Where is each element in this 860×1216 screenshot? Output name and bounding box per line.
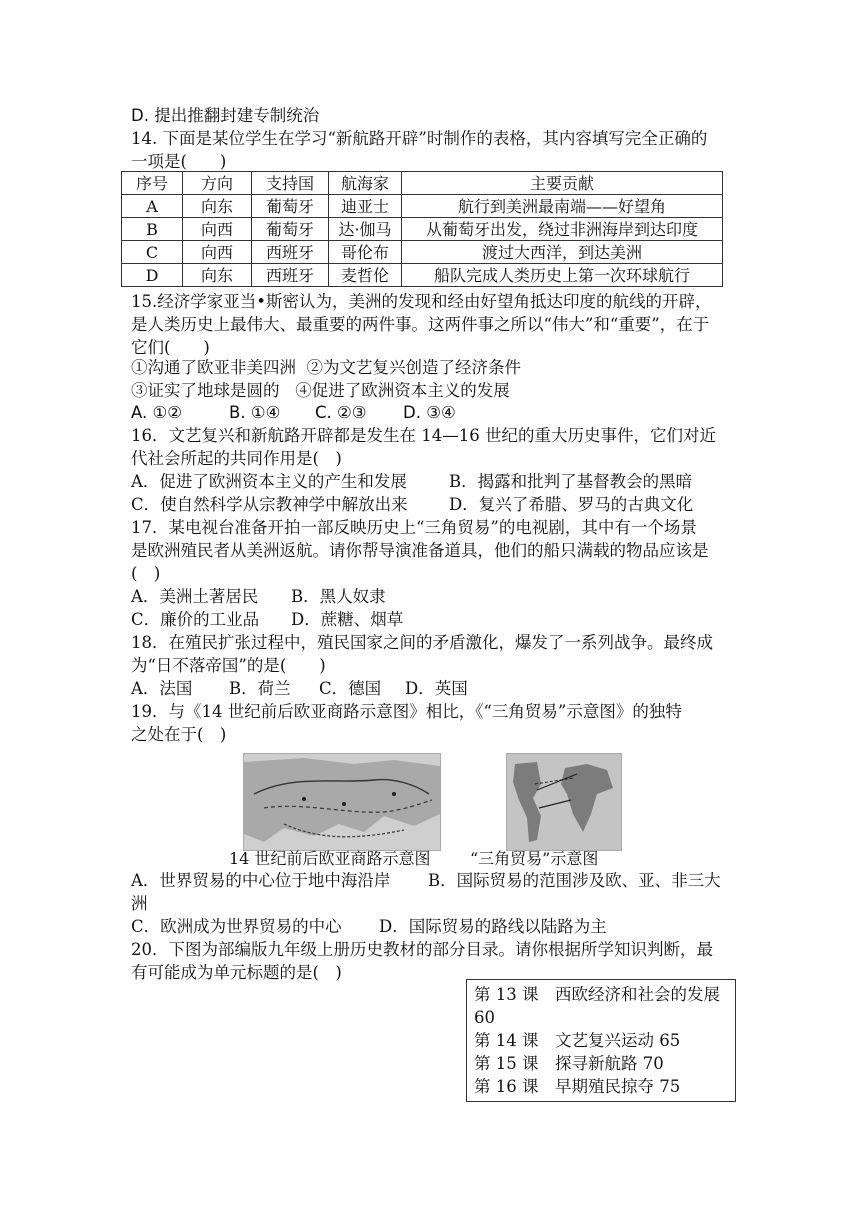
q15-item-3: ③证实了地球是圆的 [131, 381, 280, 400]
q14-stem-line2: 一项是( ) [131, 152, 227, 171]
q17-stem-line1: 17．某电视台准备开拍一部反映历史上“三角贸易”的电视剧，其中有一个场景 [131, 518, 697, 537]
q16-option-d: D．复兴了希腊、罗马的古典文化 [449, 495, 694, 514]
table-cell: D [122, 264, 183, 287]
table-cell: 向西 [183, 218, 252, 241]
table-cell: 麦哲伦 [329, 264, 402, 287]
q16-option-c: C．使自然科学从宗教神学中解放出来 [131, 495, 408, 514]
header-cell: 序号 [122, 172, 183, 195]
toc-entry: 第 16 课 早期殖民掠夺 75 [474, 1077, 681, 1096]
table-cell: 船队完成人类历史上第一次环球航行 [402, 264, 723, 287]
table-cell: 向东 [183, 264, 252, 287]
eurasia-trade-route-map [243, 753, 441, 851]
q15-option-b: B. ①④ [229, 403, 281, 422]
q15-items-line1 [131, 356, 741, 379]
q19-options-row1 [131, 869, 741, 892]
q17-options-row2 [131, 608, 741, 631]
q15-option-d: D. ③④ [403, 403, 456, 422]
q16-stem-line1: 16．文艺复兴和新航路开辟都是发生在 14—16 世纪的重大历史事件，它们对近 [131, 426, 716, 445]
q14-stem-line1: 14. 下面是某位学生在学习“新航路开辟”时制作的表格，其内容填写完全正确的 [131, 129, 708, 148]
q19-option-a: A．世界贸易的中心位于地中海沿岸 [131, 871, 391, 890]
q16-option-a: A．促进了欧洲资本主义的产生和发展 [131, 472, 407, 491]
table-cell: 哥伦布 [329, 241, 402, 264]
q17-option-c: C．廉价的工业品 [131, 610, 260, 629]
q17-stem-line3: ( ) [131, 564, 161, 583]
q18-option-a: A．法国 [131, 679, 193, 698]
q13-option-d: D. 提出推翻封建专制统治 [131, 106, 320, 125]
table-cell: C [122, 241, 183, 264]
q17-options-row1 [131, 585, 741, 608]
q16-option-b: B．揭露和批判了基督教会的黑暗 [449, 472, 693, 491]
table-row [122, 264, 723, 287]
q18-option-d: D．英国 [405, 679, 468, 698]
q18-option-b: B．荷兰 [229, 679, 291, 698]
q15-items-line2 [131, 379, 741, 402]
q15-stem-line3: 它们( ) [131, 338, 210, 357]
toc-entry: 60 [474, 1008, 495, 1027]
q15-stem-line1: 15.经济学家亚当•斯密认为，美洲的发现和经由好望角抵达印度的航线的开辟， [131, 292, 712, 311]
header-cell: 方向 [183, 172, 252, 195]
table-row [122, 241, 723, 264]
table-cell: 从葡萄牙出发，绕过非洲海岸到达印度 [402, 218, 723, 241]
q18-options [131, 677, 741, 700]
q17-stem-line2: 是欧洲殖民者从美洲返航。请你帮导演准备道具，他们的船只满载的物品应该是 [131, 541, 709, 560]
table-row [122, 218, 723, 241]
q16-stem-line2: 代社会所起的共同作用是( ) [131, 449, 342, 468]
toc-entry: 第 14 课 文艺复兴运动 65 [474, 1031, 681, 1050]
table-row [122, 195, 723, 218]
q19-option-b: B．国际贸易的范围涉及欧、亚、非三大 [428, 871, 721, 890]
q19-stem-line1: 19．与《14 世纪前后欧亚商路示意图》相比，《“三角贸易”示意图》的独特 [131, 702, 682, 721]
table-cell: 向东 [183, 195, 252, 218]
q15-item-2: ②为文艺复兴创造了经济条件 [306, 358, 521, 377]
q20-stem-line1: 20．下图为部编版九年级上册历史教材的部分目录。请你根据所学知识判断，最 [131, 940, 713, 959]
textbook-contents-box [466, 979, 736, 1102]
q15-item-4: ④促进了欧洲资本主义的发展 [295, 381, 510, 400]
q14-table [121, 171, 723, 287]
q19-option-b-cont: 洲 [131, 894, 148, 913]
q19-option-d: D．国际贸易的路线以陆路为主 [379, 917, 607, 936]
q18-stem-line1: 18．在殖民扩张过程中，殖民国家之间的矛盾激化，爆发了一系列战争。最终成 [131, 633, 713, 652]
table-cell: 航行到美洲最南端——好望角 [402, 195, 723, 218]
toc-entry: 第 13 课 西欧经济和社会的发展 [474, 985, 720, 1004]
table-header-row [122, 172, 723, 195]
q18-option-c: C．德国 [319, 679, 382, 698]
q17-option-d: D．蔗糖、烟草 [291, 610, 404, 629]
triangular-trade-map [506, 753, 622, 851]
table-cell: 迪亚士 [329, 195, 402, 218]
q15-option-a: A. ①② [131, 403, 183, 422]
table-cell: 西班牙 [252, 241, 329, 264]
q19-option-c: C．欧洲成为世界贸易的中心 [131, 917, 342, 936]
table-cell: 达·伽马 [329, 218, 402, 241]
table-cell: 葡萄牙 [252, 195, 329, 218]
header-cell: 航海家 [329, 172, 402, 195]
q17-option-b: B．黑人奴隶 [291, 587, 386, 606]
table-cell: 渡过大西洋，到达美洲 [402, 241, 723, 264]
q15-options [131, 401, 741, 424]
table-cell: B [122, 218, 183, 241]
map1-caption: 14 世纪前后欧亚商路示意图 [229, 849, 431, 868]
table-cell: A [122, 195, 183, 218]
q20-stem-line2: 有可能成为单元标题的是( ) [131, 963, 342, 982]
q19-options-row2 [131, 915, 741, 938]
table-cell: 向西 [183, 241, 252, 264]
table-cell: 葡萄牙 [252, 218, 329, 241]
q19-stem-line2: 之处在于( ) [131, 725, 227, 744]
q15-item-1: ①沟通了欧亚非美四洲 [131, 358, 296, 377]
map2-caption: “三角贸易”示意图 [470, 849, 599, 868]
q18-stem-line2: 为“日不落帝国”的是( ) [131, 656, 326, 675]
q17-option-a: A．美洲土著居民 [131, 587, 259, 606]
q15-option-c: C. ②③ [315, 403, 367, 422]
header-cell: 支持国 [252, 172, 329, 195]
q16-options-row2 [131, 493, 741, 516]
q15-stem-line2: 是人类历史上最伟大、最重要的两件事。这两件事之所以“伟大”和“重要”，在于 [131, 315, 710, 334]
table-cell: 西班牙 [252, 264, 329, 287]
q16-options-row1 [131, 470, 741, 493]
toc-entry: 第 15 课 探寻新航路 70 [474, 1054, 664, 1073]
header-cell: 主要贡献 [402, 172, 723, 195]
